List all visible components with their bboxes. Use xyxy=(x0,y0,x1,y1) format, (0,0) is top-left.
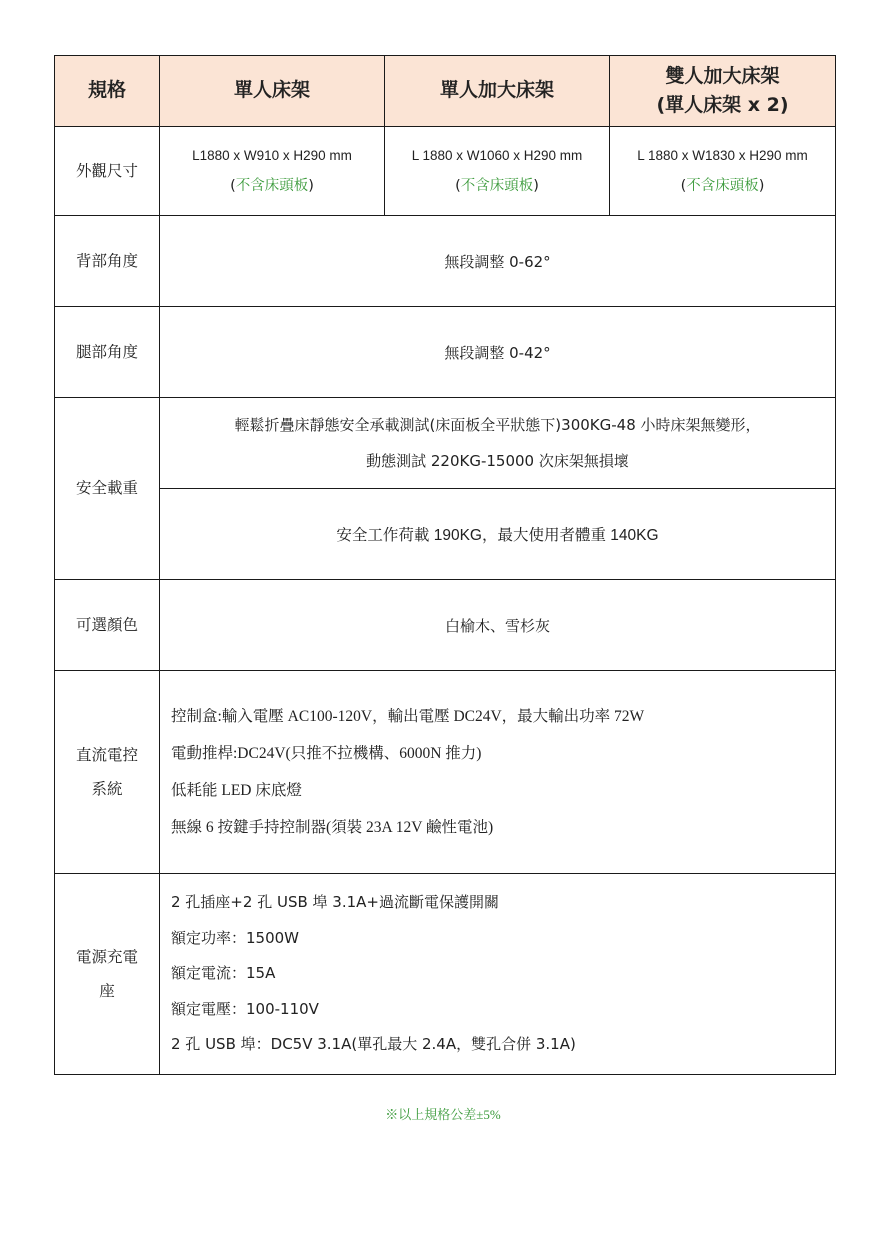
spec-table xyxy=(54,55,836,1075)
dimensions-single-large xyxy=(385,127,610,216)
dimensions-note xyxy=(385,174,609,195)
work-load-row xyxy=(55,489,836,580)
note-text: 不含床頭板 xyxy=(235,178,309,195)
colors-row xyxy=(55,580,836,671)
safe-load-row xyxy=(55,398,836,489)
dimensions-double-large xyxy=(610,127,836,216)
note-text: 不含床頭板 xyxy=(460,178,534,195)
list-item: 電動推桿:DC24V(只推不拉機構、6000N 推力) xyxy=(171,745,482,762)
note-close-paren: ) xyxy=(308,178,314,195)
colors-label: 可選顏色 xyxy=(55,580,160,671)
header-double-large-bed-line2: (單人床架 x 2) xyxy=(656,94,789,116)
power-socket-label xyxy=(55,874,160,1075)
safe-load-label: 安全載重 xyxy=(55,398,160,580)
list-item: 低耗能 LED 床底燈 xyxy=(171,782,302,799)
header-single-large-bed: 單人加大床架 xyxy=(385,56,610,127)
power-socket-label-line2: 座 xyxy=(99,982,115,1000)
note-open-paren: ( xyxy=(230,178,236,195)
note-open-paren: ( xyxy=(680,178,687,195)
list-item: 額定電壓：100-110V xyxy=(171,999,319,1018)
list-item: 2 孔插座+2 孔 USB 埠 3.1A+過流斷電保護開關 xyxy=(171,893,499,912)
power-socket-list xyxy=(160,874,836,1075)
note-open-paren: ( xyxy=(455,178,461,195)
note-text: 不含床頭板 xyxy=(686,178,759,195)
tolerance-footnote: ※以上規格公差±5% xyxy=(385,1107,501,1122)
list-item: 無線 6 按鍵手持控制器(須裝 23A 12V 鹼性電池) xyxy=(171,819,494,836)
static-load-test: 輕鬆折疊床靜態安全承載測試(床面板全平狀態下)300KG-48 小時床架無變形， xyxy=(234,416,761,434)
note-close-paren: ) xyxy=(533,178,539,195)
dc-control-label-line1: 直流電控 xyxy=(75,745,138,764)
dimensions-note xyxy=(610,174,835,195)
power-socket-row xyxy=(55,874,836,1075)
header-row xyxy=(55,56,836,127)
dimensions-single-value: L1880 x W910 x H290 mm xyxy=(192,147,352,163)
header-double-large-bed xyxy=(610,56,836,127)
back-angle-value: 無段調整 0-62° xyxy=(160,216,836,307)
header-double-large-bed-line1: 雙人加大床架 xyxy=(665,64,780,87)
leg-angle-value: 無段調整 0-42° xyxy=(160,307,836,398)
header-spec-label: 規格 xyxy=(55,56,160,127)
power-socket-label-line1: 電源充電 xyxy=(75,947,138,966)
list-item: 額定電流：15A xyxy=(171,964,276,983)
dimensions-label: 外觀尺寸 xyxy=(55,127,160,216)
colors-value: 白榆木、雪杉灰 xyxy=(160,580,836,671)
back-angle-row xyxy=(55,216,836,307)
list-item: 額定功率：1500W xyxy=(171,928,300,947)
back-angle-label: 背部角度 xyxy=(55,216,160,307)
header-single-bed: 單人床架 xyxy=(160,56,385,127)
work-load-value: 安全工作荷載 190KG，最大使用者體重 140KG xyxy=(160,489,836,580)
dimensions-row xyxy=(55,127,836,216)
dimensions-single xyxy=(160,127,385,216)
dimensions-note xyxy=(160,174,384,195)
dimensions-double-large-value: L 1880 x W1830 x H290 mm xyxy=(637,147,808,163)
dc-control-label xyxy=(55,671,160,874)
dc-control-row xyxy=(55,671,836,874)
note-close-paren: ) xyxy=(758,178,765,195)
list-item: 控制盒:輸入電壓 AC100-120V，輸出電壓 DC24V，最大輸出功率 72W xyxy=(171,708,645,725)
dc-control-label-line2: 系統 xyxy=(91,780,123,798)
leg-angle-row xyxy=(55,307,836,398)
dynamic-load-test: 動態測試 220KG-15000 次床架無損壞 xyxy=(366,452,629,470)
list-item: 2 孔 USB 埠：DC5V 3.1A(單孔最大 2.4A，雙孔合併 3.1A) xyxy=(171,1035,576,1054)
leg-angle-label: 腿部角度 xyxy=(55,307,160,398)
dimensions-single-large-value: L 1880 x W1060 x H290 mm xyxy=(411,147,583,163)
safe-load-test xyxy=(160,398,836,489)
dc-control-list xyxy=(160,671,836,874)
